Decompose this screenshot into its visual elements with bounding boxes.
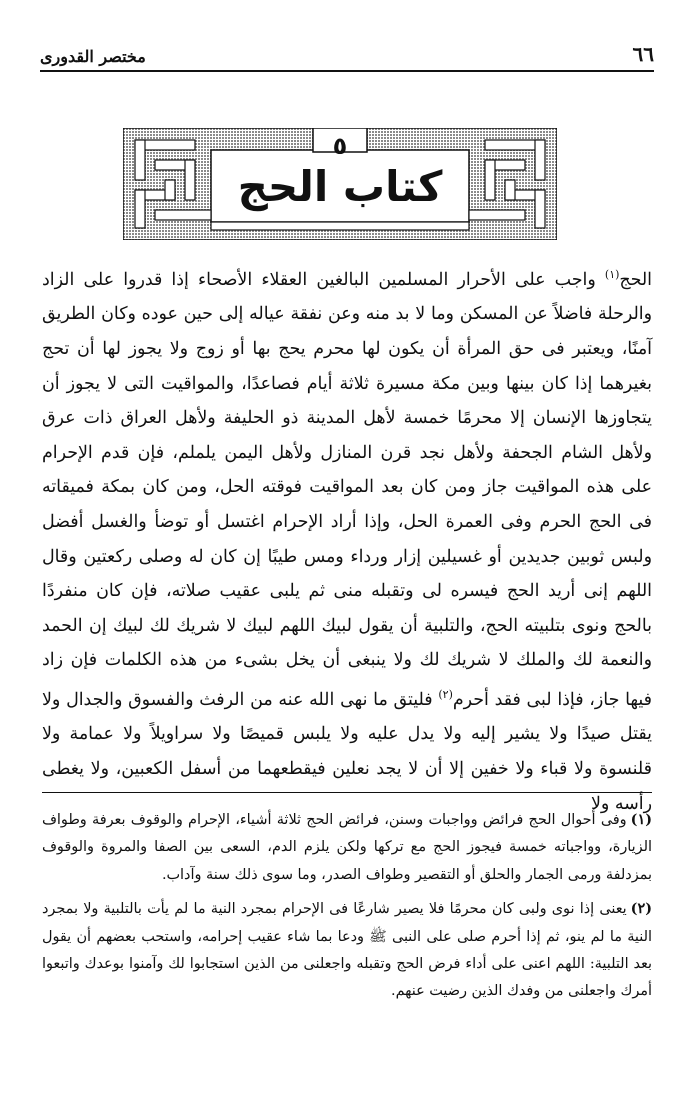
body-text-segment-3: فليتق ما نهى الله عنه من الرفث والفسوق والجدال ولا يقتل صيدًا ولا يشير إليه ولا يدل عليه ولا يلبس قميصًا ولا سراويلاً ولا عمامة ولا قلنسوة ولا قباء ولا خفين إلا أن لا يجد نعلين فيقطعهما من أسفل الكعبين، ولا يغطى رأسه ولا — [42, 689, 652, 814]
chapter-heading-ornament — [123, 128, 557, 240]
body-text-segment-2: واجب على الأحرار المسلمين البالغين العقلاء الأصحاء إذا قدروا على الزاد والرحلة فاضلاً عن المسكن وما لا بد منه وعن نفقة عياله إلى حين عوده وكان الطريق آمنًا، ويعتبر فى حق المرأة أن يكون لها محرم يحج بها أو زوج ولا يجوز لها أن تحج بغيرهما إذا كان بينها وبين مكة مسيرة ثلاثة أيام فصاعدًا، والمواقيت التى لا يجوز أن يتجاوزها الإنسان إلا محرمًا خمسة لأهل المدينة ذو الحليفة ولأهل العراق ذات عرق ولأهل الشام الجحفة ولأهل نجد قرن المنازل ولأهل اليمن يلملم، فإن قدم الإحرام على هذه المواقيت جاز ومن كان بعد المواقيت فوقته الحل، ومن كان بمكة فميقاته فى الحج الحرم وفى العمرة الحل، وإذا أراد الإحرام اغتسل أو توضأ والغسل أفضل ولبس ثوبين جديدين أو غسيلين إزار ورداء ومس طيبًا إن كان له وصلى ركعتين وقال اللهم إنى أريد الحج فيسره لى وتقبله منى ثم يلبى عقيب صلاته، فإن كان منفردًا بالحج ونوى بتلبيته الحج، والتلبية أن يقول لبيك اللهم لبيك لا شريك لك لبيك إن الحمد والنعمة لك والملك لا شريك لك ولا ينبغى أن يخل بشىء من هذه الكلمات فإن زاد فيها جاز، فإذا لبى فقد أحرم — [42, 269, 652, 710]
chapter-title: كتاب الحج — [237, 162, 443, 211]
footnote-2 — [42, 895, 652, 1006]
main-body-text — [42, 258, 652, 821]
page-number: ٦٦ — [632, 42, 654, 66]
footnote-marker: (٢) — [630, 900, 652, 918]
running-header — [40, 38, 654, 72]
footnote-reference-1[interactable]: (١) — [604, 268, 620, 281]
footnote-separator — [42, 792, 652, 793]
book-title: مختصر القدورى — [40, 47, 146, 66]
footnote-text: يعنى إذا نوى ولبى كان محرمًا فلا يصير شارعًا فى الإحرام بمجرد النية ما لم يأت بالتلبية ولا بمجرد النية ما لم ينو، ثم إذا أحرم صلى على النبى ﷺ ودعا بما شاء عقيب إحرامه، واستحب بعضهم أن يقول بعد التلبية: اللهم اعنى على أداء فرض الحج وتقبله واجعلنى من الذين استجابوا لك وآمنوا بوعدك واتبعوا أمرك واجعلنى من وفدك الذين رضيت عنهم. — [42, 901, 652, 1000]
chapter-number: ٥ — [332, 132, 348, 160]
footnotes-section — [42, 806, 652, 1012]
body-text-segment-1: الحج — [619, 269, 652, 290]
footnote-reference-2[interactable]: (٢) — [438, 687, 453, 701]
footnote-marker: (١) — [630, 811, 652, 828]
footnote-text: وفى أحوال الحج فرائض وواجبات وسنن، فرائض الحج ثلاثة أشياء، الإحرام والوقوف بعرفة وطواف الزيارة، وواجباته خمسة فيجوز الحج مع تركها ولكن يلزم الدم، السعى بين الصفا والمروة والوقوف بمزدلفة ورمى الجمار والحلق أو التقصير وطواف الصدر، وما سوى ذلك سنة وآداب. — [42, 812, 652, 883]
footnote-1 — [42, 806, 652, 889]
